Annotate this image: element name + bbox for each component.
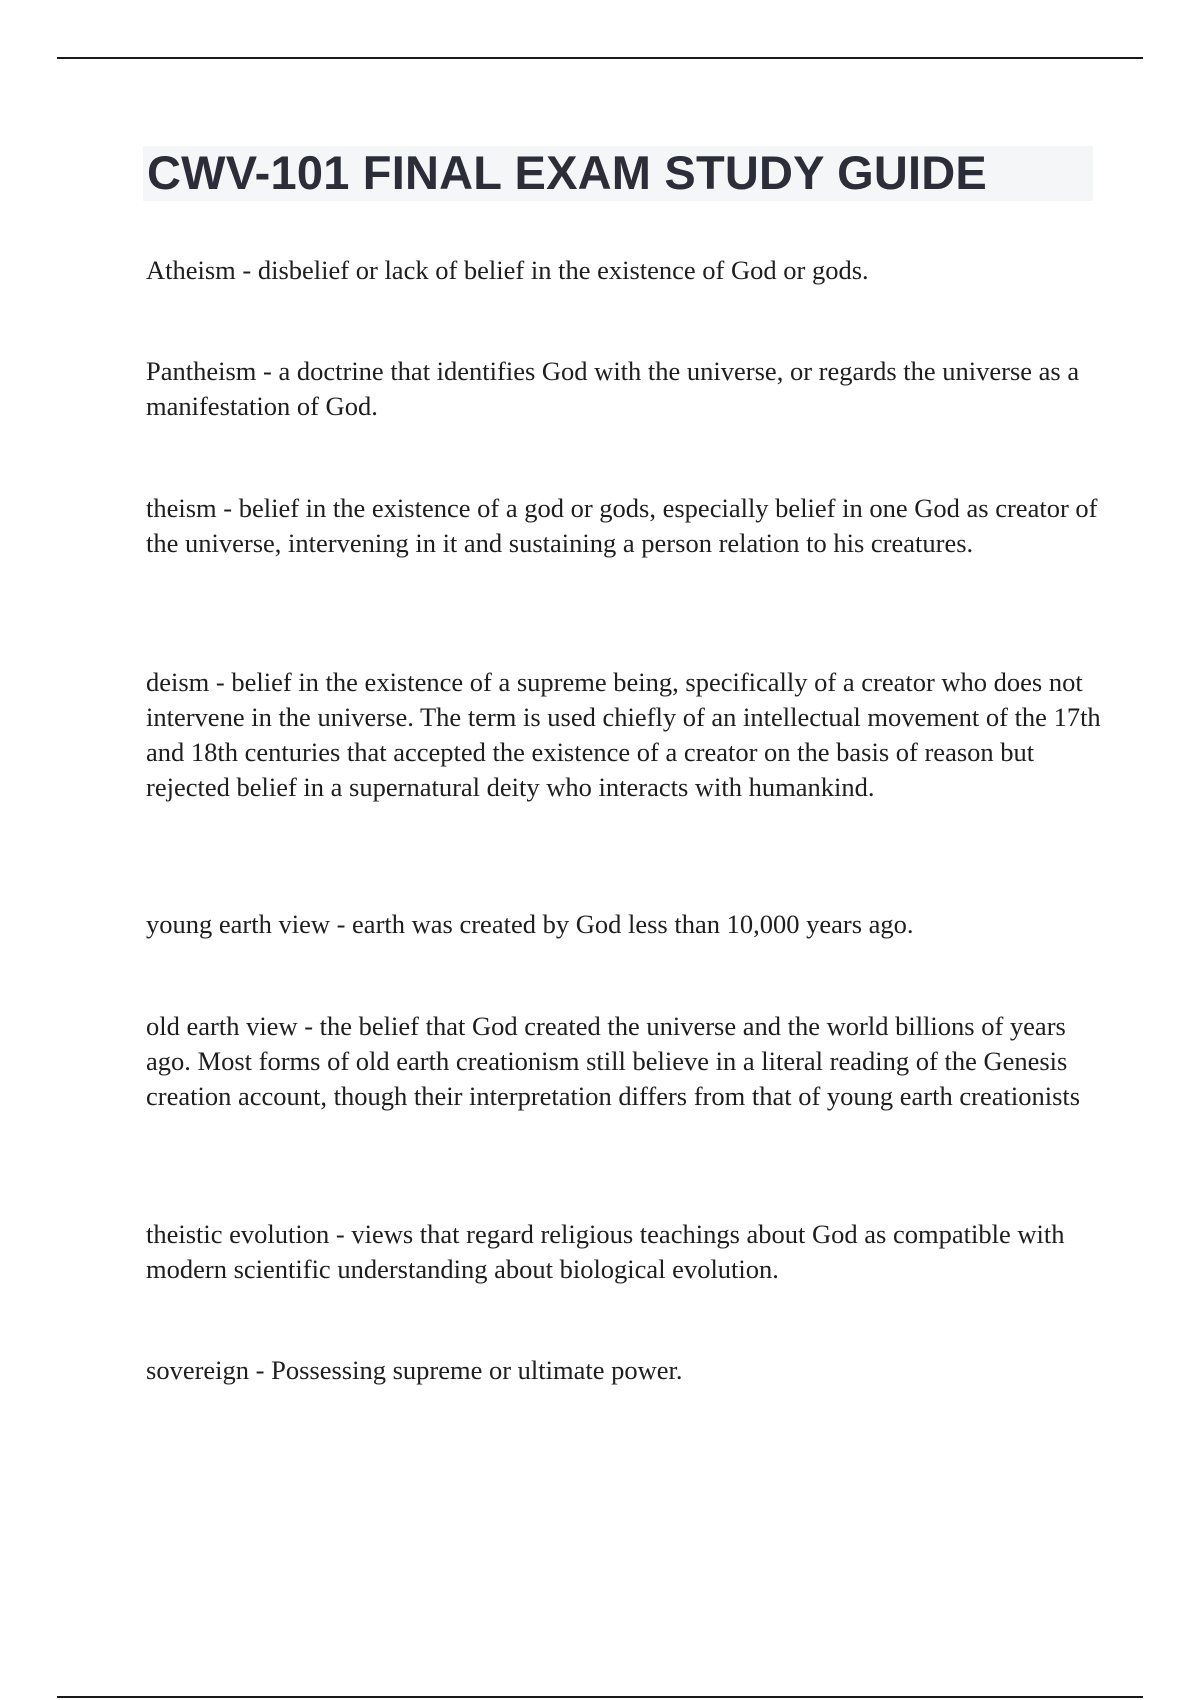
page-title: CWV-101 FINAL EXAM STUDY GUIDE	[147, 146, 987, 199]
term-sovereign: sovereign - Possessing supreme or ultimate power.	[146, 1355, 683, 1385]
top-rule	[57, 57, 1143, 59]
term-pantheism: Pantheism - a doctrine that identifies God with the universe, or regards the universe as a manifestation of God.	[146, 356, 1080, 421]
term-theistic-evolution: theistic evolution - views that regard religious teachings about God as compatible with modern scientific understanding about biological evolution.	[146, 1219, 1065, 1284]
term-deism: deism - belief in the existence of a supreme being, specifically of a creator who does not intervene in the universe. The term is used chiefly of an intellectual movement of the 17th and 18th centuries that accepted the existence of a creator on the basis of reason but rejected belief in a supernatural deity who interacts with humankind.	[146, 667, 1101, 802]
bottom-rule	[57, 1696, 1143, 1698]
term-young-earth-view: young earth view - earth was created by God less than 10,000 years ago.	[146, 909, 914, 939]
term-atheism: Atheism - disbelief or lack of belief in the existence of God or gods.	[146, 255, 869, 285]
term-old-earth-view: old earth view - the belief that God created the universe and the world billions of years ago. Most forms of old earth creationism still believe in a literal reading of the Genesis creation account, though their interpretation differs from that of young earth creationists	[146, 1011, 1081, 1111]
term-theism: theism - belief in the existence of a god or gods, especially belief in one God as creator of the universe, intervening in it and sustaining a person relation to his creatures.	[146, 493, 1098, 558]
